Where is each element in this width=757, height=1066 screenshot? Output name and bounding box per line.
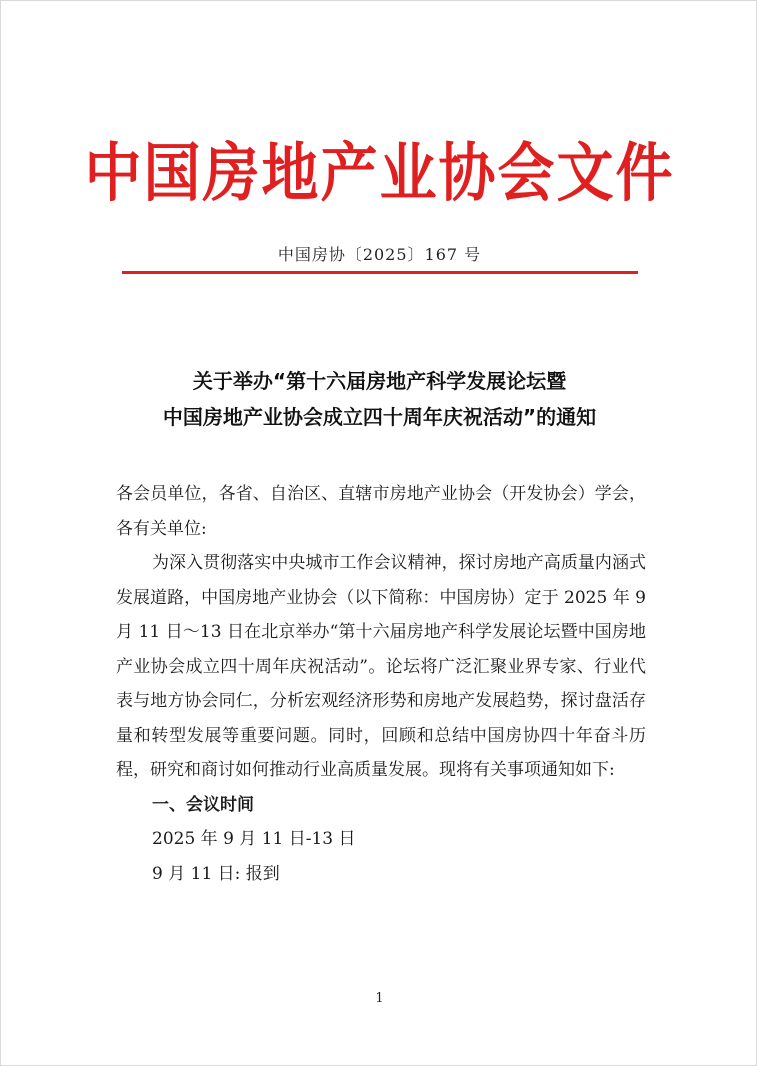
body-paragraph-1: 为深入贯彻落实中央城市工作会议精神，探讨房地产高质量内涵式发展道路，中国房地产业协会（以下简称：中国房协）定于 2025 年 9 月 11 日～13 日在北京举办“第十六届房地产科学发展论坛暨中国房地产业协会成立四十周年庆祝活动”。论坛将广泛汇聚业界专家、行业代表与地方协会同仁，分析宏观经济形势和房地产发展趋势，探讨盘活存量和转型发展等重要问题。同时，回顾和总结中国房协四十年奋斗历程，研究和商讨如何推动行业高质量发展。现将有关事项通知如下:	[116, 553, 646, 780]
notice-title-line-1: 关于举办“第十六届房地产科学发展论坛暨	[192, 369, 567, 393]
meeting-registration-date: 9 月 11 日: 报到	[152, 863, 280, 884]
section-heading-meeting-time: 一、会议时间	[152, 794, 254, 815]
masthead-title: 中国房地产业协会文件	[84, 135, 675, 211]
notice-title-line-2: 中国房地产业协会成立四十周年庆祝活动”的通知	[162, 405, 597, 429]
notice-title	[1, 363, 757, 435]
notice-body	[116, 477, 646, 891]
document-number: 中国房协〔2025〕167 号	[277, 245, 482, 264]
salutation: 各会员单位，各省、自治区、直辖市房地产业协会（开发协会）学会，各有关单位:	[116, 484, 646, 539]
meeting-date-range: 2025 年 9 月 11 日-13 日	[152, 829, 356, 849]
page-number: 1	[375, 991, 384, 1006]
red-divider-line	[122, 271, 638, 274]
